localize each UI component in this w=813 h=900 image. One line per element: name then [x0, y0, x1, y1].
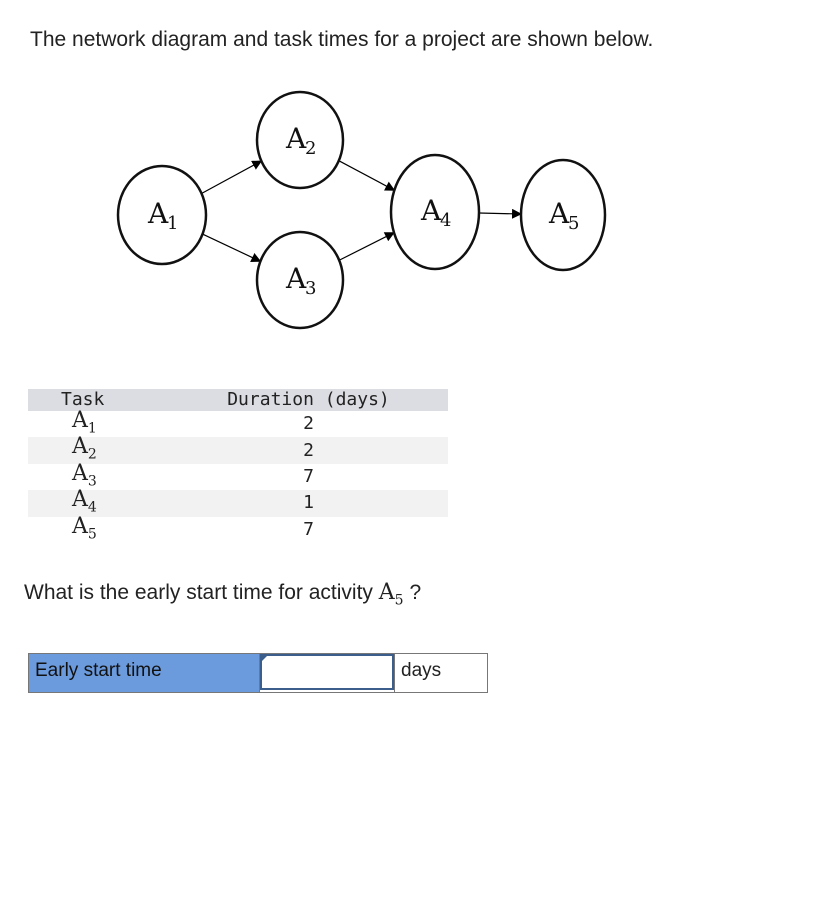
- question-text: [24, 580, 421, 608]
- table-row: [28, 490, 448, 516]
- duration-cell: 7: [303, 518, 314, 540]
- node-A1: [118, 166, 206, 264]
- task-name: $A_2$: [72, 434, 97, 463]
- node-subscript: 3: [305, 278, 317, 299]
- task-cell: [28, 487, 169, 516]
- unit-label: days: [394, 654, 487, 692]
- edge-A1-A2: [202, 161, 262, 193]
- question-mark: ?: [409, 581, 422, 604]
- duration-cell: 7: [303, 465, 314, 487]
- network-diagram: [0, 0, 813, 360]
- node-label: A: [549, 197, 570, 230]
- node-subscript: 1: [167, 213, 179, 234]
- answer-input-wrap: [260, 654, 394, 692]
- table-row: [28, 437, 448, 463]
- node-A4: [391, 155, 479, 269]
- answer-row: [28, 653, 488, 693]
- task-name: $A_3$: [72, 460, 97, 490]
- edge-A2-A4: [339, 161, 395, 191]
- table-row: [28, 464, 448, 490]
- node-label: A: [286, 262, 307, 295]
- duration-cell: 2: [303, 413, 314, 435]
- header-task: Task: [28, 389, 169, 411]
- table-row: [28, 517, 448, 543]
- question-activity: $A_5$: [378, 580, 404, 609]
- header-duration: Duration (days): [169, 389, 448, 411]
- edge-A3-A4: [339, 233, 394, 261]
- node-subscript: 5: [568, 213, 580, 234]
- node-label: A: [286, 122, 307, 155]
- edge-A1-A3: [203, 234, 261, 261]
- task-cell: [28, 513, 169, 543]
- question-prompt: What is the early start time for activity: [24, 581, 373, 604]
- early-start-input[interactable]: [260, 654, 394, 690]
- table-row: [28, 411, 448, 437]
- task-cell: [28, 408, 169, 437]
- edge-A4-A5: [479, 213, 521, 214]
- node-A3: [257, 232, 343, 328]
- task-cell: [28, 434, 169, 463]
- task-name: $A_1$: [72, 408, 97, 437]
- node-A5: [521, 160, 605, 270]
- node-A2: [257, 92, 343, 188]
- intro-text: The network diagram and task times for a project are shown below.: [30, 28, 654, 51]
- duration-cell: 1: [169, 490, 448, 516]
- node-label: A: [421, 194, 442, 227]
- task-name: $A_4$: [72, 487, 97, 516]
- task-duration-table: [28, 389, 448, 543]
- task-cell: [28, 460, 169, 490]
- duration-cell: 2: [169, 437, 448, 463]
- node-subscript: 2: [305, 138, 317, 159]
- early-start-label: Early start time: [29, 654, 260, 692]
- node-subscript: 4: [440, 210, 452, 231]
- node-label: A: [148, 197, 169, 230]
- input-corner-marker: [262, 656, 267, 661]
- table-header-row: [28, 389, 448, 411]
- nodes-layer: [118, 92, 605, 328]
- task-name: $A_5$: [72, 513, 97, 542]
